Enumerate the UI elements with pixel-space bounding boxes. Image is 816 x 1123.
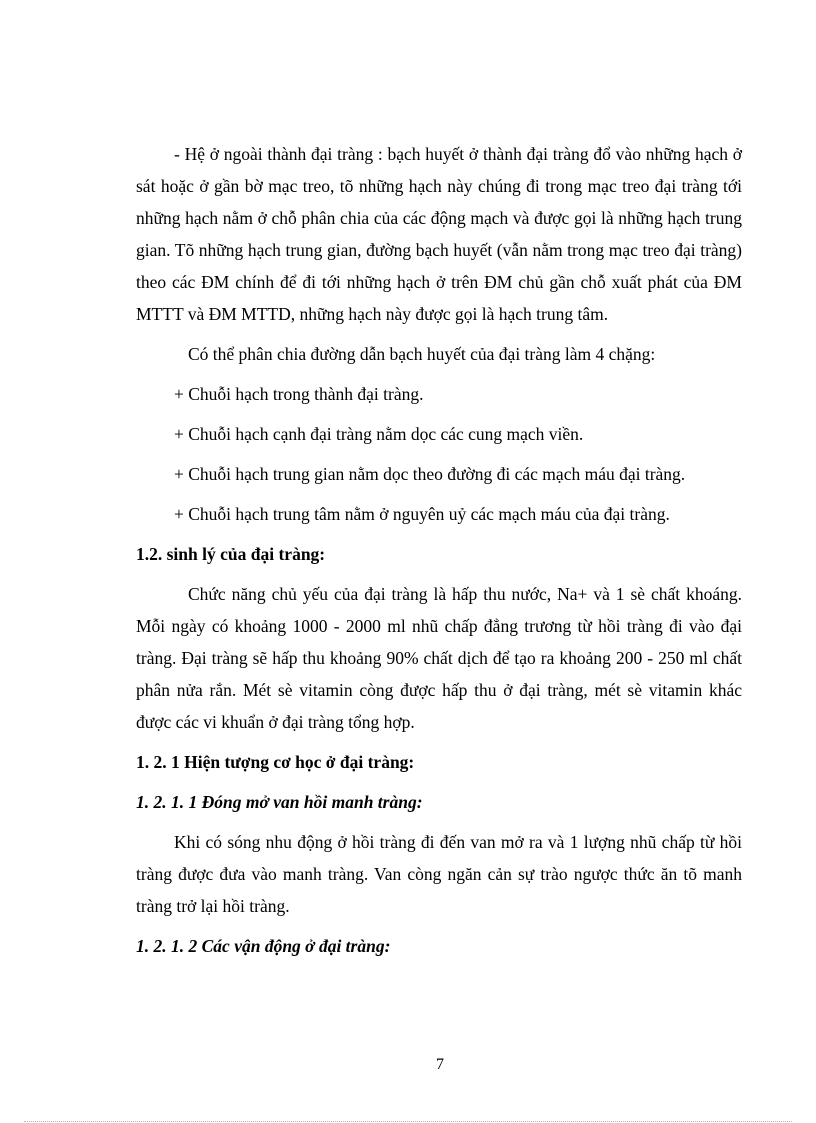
paragraph-lymph-stages-intro: Có thể phân chia đường dẫn bạch huyết của đại tràng làm 4 chặng: — [188, 344, 656, 364]
page-bottom-divider — [24, 1121, 792, 1122]
list-item-lymph-stage-1: + Chuỗi hạch trong thành đại tràng. — [174, 384, 424, 404]
section-heading-physiology: 1.2. sinh lý của đại tràng: — [136, 544, 326, 564]
list-item-lymph-stage-2: + Chuỗi hạch cạnh đại tràng nằm dọc các cung mạch viền. — [174, 424, 584, 444]
subsubsection-heading-movements: 1. 2. 1. 2 Các vận động ở đại tràng: — [136, 936, 391, 956]
page-number: 7 — [436, 1056, 444, 1073]
subsubsection-heading-valve: 1. 2. 1. 1 Đóng mở van hồi manh tràng: — [136, 792, 423, 812]
page-content — [136, 138, 742, 962]
paragraph-lymph-outer-system: - Hệ ở ngoài thành đại tràng : bạch huyết ở thành đại tràng đổ vào những hạch ở sát hoặc ở gần bờ mạc treo, tõ những hạch này chúng đi trong mạc treo đại tràng tới những hạch nằm ở chỗ phân chia của các động mạch và được gọi là những hạch trung gian. Tõ những hạch trung gian, đường bạch huyết (vẫn nằm trong mạc treo đại tràng) theo các ĐM chính để đi tới những hạch ở trên ĐM chủ gần chỗ xuất phát của ĐM MTTT và ĐM MTTD, những hạch này được gọi là hạch trung tâm. — [136, 144, 742, 324]
paragraph-ileocecal-valve: Khi có sóng nhu động ở hồi tràng đi đến van mở ra và 1 lượng nhũ chấp từ hồi tràng được đưa vào manh tràng. Van còng ngăn cản sự trào ngược thức ăn tõ manh tràng trở lại hồi tràng. — [136, 832, 742, 916]
paragraph-colon-function: Chức năng chủ yếu của đại tràng là hấp thu nước, Na+ và 1 sè chất khoáng. Mỗi ngày có khoảng 1000 - 2000 ml nhũ chấp đẳng trương từ hồi tràng đi vào đại tràng. Đại tràng sẽ hấp thu khoảng 90% chất dịch để tạo ra khoảng 200 - 250 ml chất phân nửa rắn. Mét sè vitamin còng được hấp thu ở đại tràng, mét sè vitamin khác được các vi khuẩn ở đại tràng tổng hợp. — [136, 584, 742, 732]
list-item-lymph-stage-3: + Chuỗi hạch trung gian nằm dọc theo đường đi các mạch máu đại tràng. — [174, 464, 686, 484]
subsection-heading-mechanics: 1. 2. 1 Hiện tượng cơ học ở đại tràng: — [136, 752, 415, 772]
list-item-lymph-stage-4: + Chuỗi hạch trung tâm nằm ở nguyên uỷ các mạch máu của đại tràng. — [174, 504, 670, 524]
